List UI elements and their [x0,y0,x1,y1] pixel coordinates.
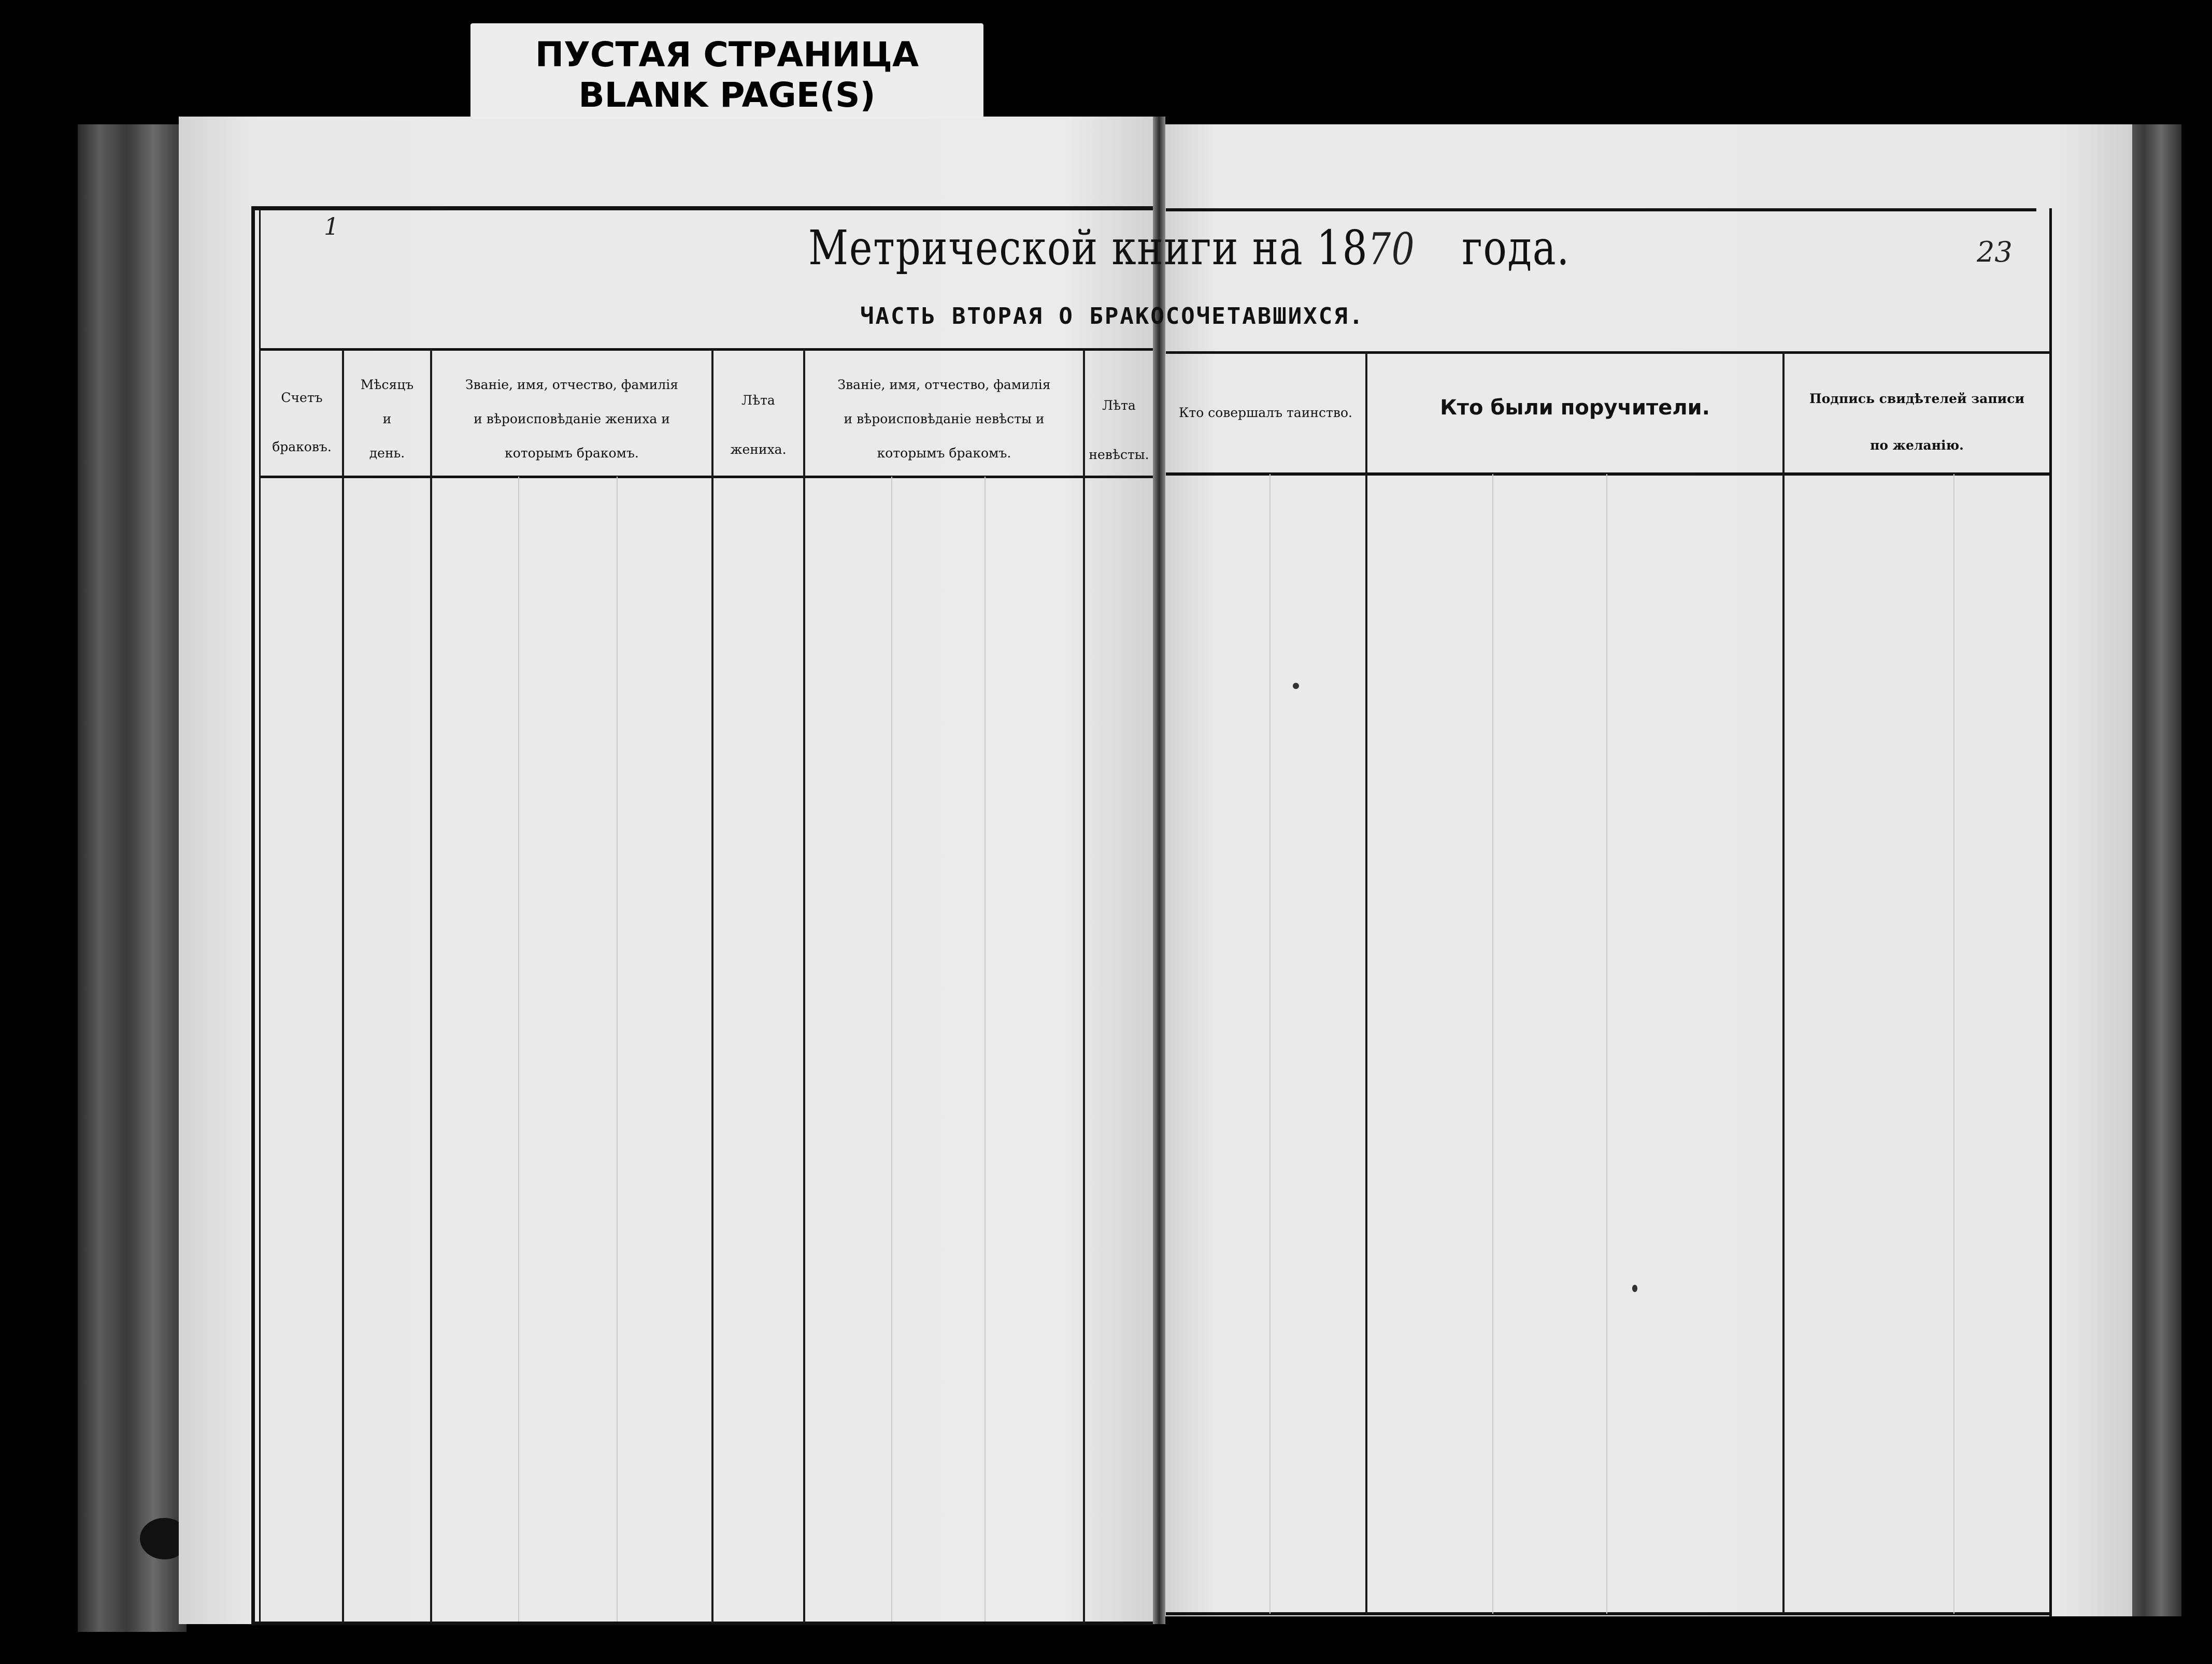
frame-right [2049,208,2052,1617]
header-count: Счетъ браковъ. [272,390,332,454]
archive-blank-page-label [470,23,983,119]
title-prefix: Метрической книги на 18 [808,220,1368,276]
divider-bride [1083,350,1085,1623]
header-witnesses: Подпись свидѣтелей записи по желанію. [1809,391,2024,453]
register-subtitle: ЧАСТЬ ВТОРАЯ О БРАКОСОЧЕТАВШИХСЯ. [860,303,1365,329]
page-number: 23 [1977,236,2013,268]
left-page-stack [78,124,187,1632]
register-title [808,220,1570,276]
column-header-bottom-rule-right [1166,472,2049,476]
handwritten-year: 70 [1368,224,1416,275]
frame-top-right [1166,208,2036,211]
faint-rule [518,477,519,1622]
book-gutter [1153,117,1165,1624]
title-bottom-rule-left [259,348,1153,351]
left-page [179,117,1163,1624]
right-page [1158,124,2132,1616]
title-suffix: года. [1462,220,1570,276]
divider-officiant [1365,352,1367,1614]
divider-month [430,350,432,1623]
faint-rule [1953,474,1954,1614]
column-header-bottom-rule-left [259,476,1153,478]
header-bride-age: Лѣта невѣсты. [1089,398,1149,462]
faint-rule [1492,474,1493,1614]
header-guarantors: Кто были поручители. [1440,396,1710,420]
faint-rule [1269,474,1271,1614]
header-bride: Званіе, имя, отчество, фамилія и вѣроисповѣданіе невѣсты и которымъ бракомъ. [837,377,1051,461]
archive-label-ru: ПУСТАЯ СТРАНИЦА [535,35,919,75]
title-bottom-rule-right [1166,351,2049,354]
frame-bottom-right [1166,1612,2052,1615]
divider-count [342,350,344,1623]
ink-speck [1632,1285,1637,1292]
faint-rule [1606,474,1607,1614]
divider-groom [711,350,713,1623]
faint-rule [891,477,892,1622]
frame-bottom-left [251,1622,1153,1625]
faint-rule [984,477,986,1622]
divider-groom-age [803,350,805,1623]
header-groom: Званіе, имя, отчество, фамилія и вѣроисповѣданіе жениха и которымъ бракомъ. [465,377,678,461]
archive-label-en: BLANK PAGE(S) [578,75,876,115]
corner-mark: 1 [324,212,339,240]
header-groom-age: Лѣта жениха. [730,393,787,457]
frame-left-inner [259,210,261,1626]
header-month-day: Мѣсяцъ и день. [360,377,414,461]
header-officiant: Кто совершалъ таинство. [1179,405,1352,420]
faint-rule [617,477,618,1622]
frame-top-left [251,206,1153,210]
frame-left [251,206,255,1626]
divider-guarantors [1782,352,1785,1614]
ink-speck [1293,683,1299,689]
